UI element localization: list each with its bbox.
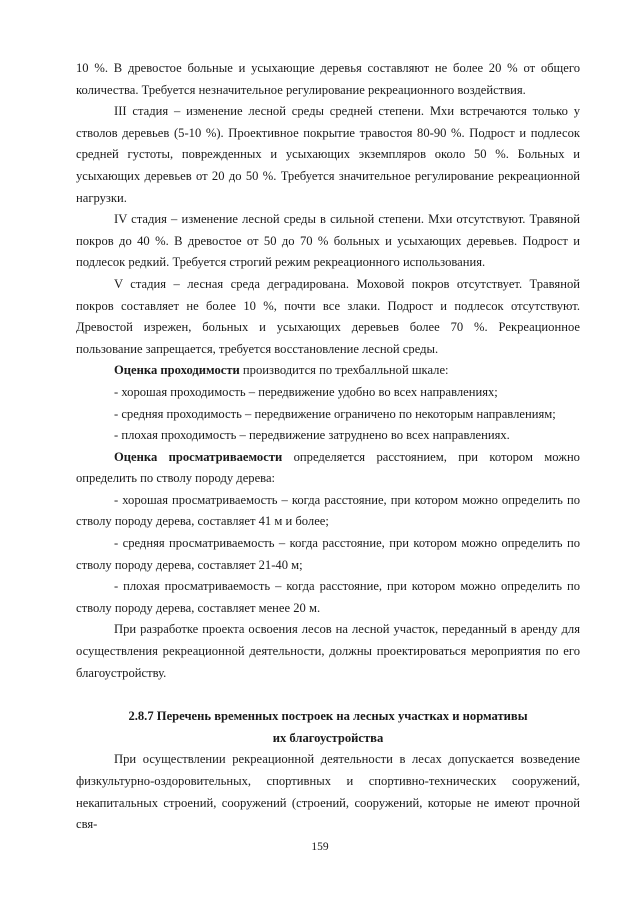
visibility-term: Оценка просматриваемости <box>114 449 283 464</box>
list-item-passability-good: - хорошая проходимость – передвижение удобно во всех направлениях; <box>114 384 498 399</box>
section-heading-line-2: их благоустройства <box>272 730 384 745</box>
paragraph-recreation-structures: При осуществлении рекреационной деятельности в лесах допускается возведение физкультурно-оздоровительных, спортивных и спортивно-технических сооружений, некапитальных строений, сооружений (строений, сооружений, которые не имеют прочной свя- <box>76 752 580 832</box>
paragraph-visibility <box>76 447 580 490</box>
paragraph-stage-ii-end: 10 %. В древостое больные и усыхающие деревья составляют не более 20 % от общего количества. Требуется незначительное регулирование рекреационного воздействия. <box>76 61 580 97</box>
paragraph-stage-iv: IV стадия – изменение лесной среды в сильной степени. Мхи отсутствуют. Травяной покров до 40 %. В древостое от 50 до 70 % больных и усыхающих деревьев. Подрост и подлесок редкий. Требуется строгий режим рекреационного использования. <box>76 212 580 270</box>
list-item-passability-medium: - средняя проходимость – передвижение ограничено по некоторым направлениям; <box>114 406 556 421</box>
passability-text: производится по трехбалльной шкале: <box>239 363 449 378</box>
page-number: 159 <box>311 841 329 853</box>
paragraph-project-development: При разработке проекта освоения лесов на лесной участок, переданный в аренду для осуществления рекреационной деятельности, должны проектироваться мероприятия по его благоустройству. <box>76 622 580 680</box>
list-item-visibility-medium: - средняя просматриваемость – когда расстояние, при котором можно определить по стволу породу дерева, составляет 21-40 м; <box>76 536 580 572</box>
section-heading-line-1: 2.8.7 Перечень временных построек на лесных участках и нормативы <box>128 709 528 724</box>
list-item-passability-poor: - плохая проходимость – передвижение затруднено во всех направлениях. <box>114 428 510 443</box>
paragraph-stage-iii: III стадия – изменение лесной среды средней степени. Мхи встречаются только у стволов деревьев (5-10 %). Проективное покрытие травостоя 80-90 %. Подрост и подлесок средней густоты, поврежденных и усыхающих экземпляров около 50 %. Больных и усыхающих деревьев от 20 до 50 %. Требуется значительное регулирование рекреационной нагрузки. <box>76 104 580 205</box>
paragraph-stage-v: V стадия – лесная среда деградирована. Моховой покров отсутствует. Травяной покров составляет не более 10 %, почти все злаки. Подрост и подлесок отсутствуют. Древостой изрежен, больных и усыхающих деревьев более 70 %. Рекреационное пользование запрещается, требуется восстановление лесной среды. <box>76 276 580 356</box>
document-page <box>76 58 580 836</box>
visibility-text: определяется расстоянием, при котором можно определить по стволу породу дерева: <box>76 449 580 486</box>
section-heading <box>76 706 580 749</box>
passability-term: Оценка проходимости <box>114 363 240 378</box>
list-item-visibility-poor: - плохая просматриваемость – когда расстояние, при котором можно определить по стволу породу дерева, составляет менее 20 м. <box>76 579 580 615</box>
paragraph-passability <box>76 360 580 382</box>
list-item-visibility-good: - хорошая просматриваемость – когда расстояние, при котором можно определить по стволу породу дерева, составляет 41 м и более; <box>76 492 580 529</box>
